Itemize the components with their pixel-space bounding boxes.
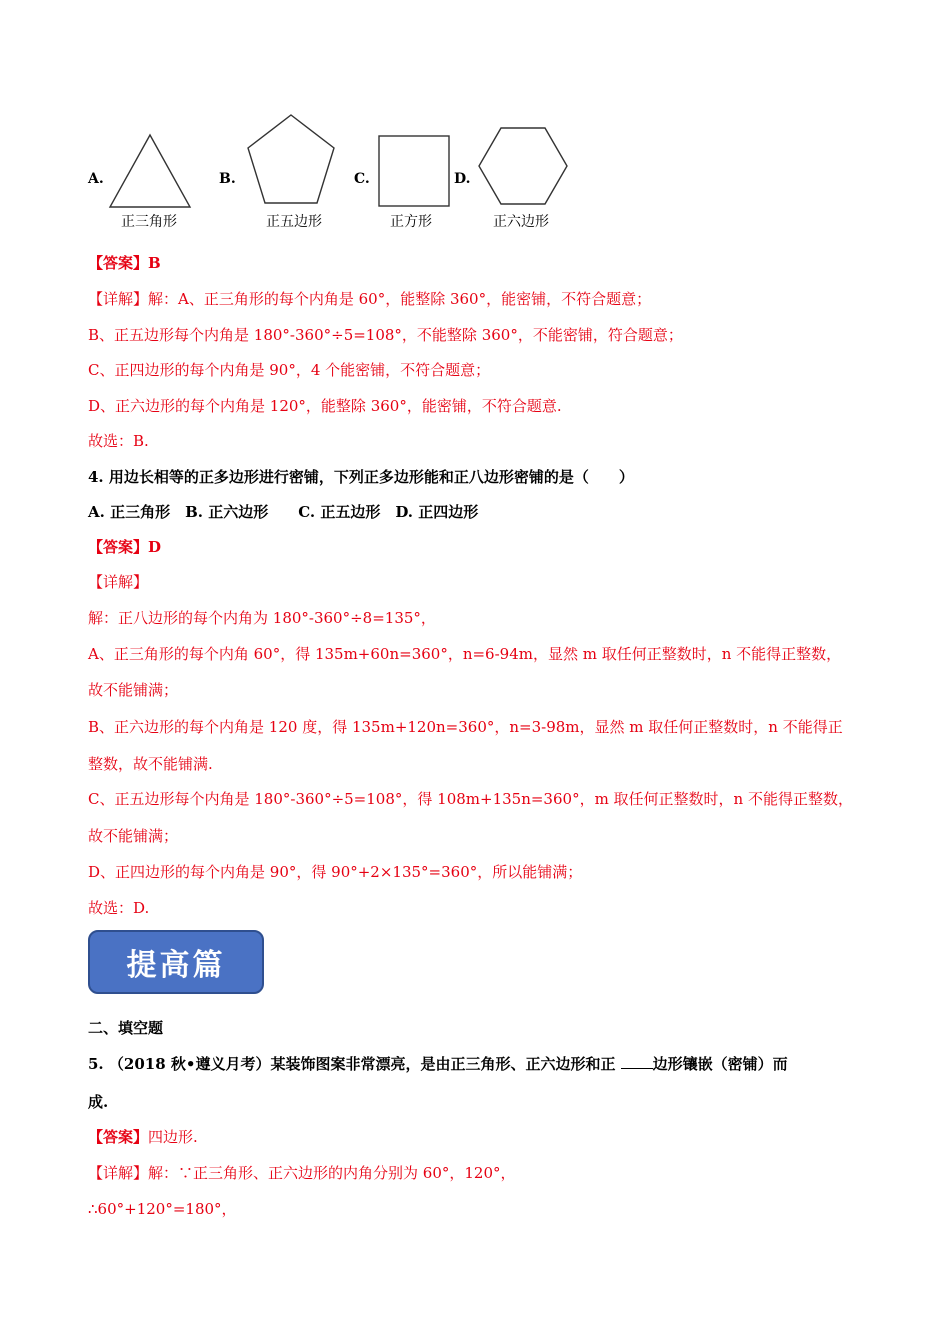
section-heading: 二、填空题 [88,1019,164,1037]
q5-question-tail: 边形镶嵌（密铺）而 [652,1055,788,1073]
detail-text: 解：A、正三角形的每个内角是 60°，能整除 360°，能密铺，不符合题意； [148,290,652,308]
q3-detail-line [88,289,651,309]
q5-line: ∴60°+120°=180°， [88,1200,237,1218]
q5-detail-line [88,1163,516,1183]
q4-line: 解：正八边形的每个内角为 180°-360°÷8=135°， [88,609,436,627]
q4-question: 4. 用边长相等的正多边形进行密铺，下列正多边形能和正八边形密铺的是（ ） [88,468,634,486]
q4-line: B、正六边形的每个内角是 120 度，得 135m+120n=360°，n=3-98m，显然 m 取任何正整数时，n 不能得正 [88,718,843,736]
q5-question-text: 5. （2018 秋•遵义月考）某装饰图案非常漂亮，是由正三角形、正六边形和正 [88,1055,621,1073]
square-icon [377,134,451,208]
option-letter-d: D. [454,171,471,187]
answer-value: 四边形. [148,1128,198,1146]
detail-text: 解：∵正三角形、正六边形的内角分别为 60°，120°， [148,1164,516,1182]
q4-line: 整数，故不能铺满. [88,755,213,773]
hexagon-icon [476,124,570,208]
q5-question-cont: 成. [88,1093,109,1111]
q4-line: D、正四边形的每个内角是 90°，得 90°+2×135°=360°，所以能铺满； [88,863,583,881]
q4-answer [88,537,161,557]
q3-conclusion: 故选：B. [88,432,149,450]
caption-hexagon: 正六边形 [493,214,549,230]
q5-question [88,1054,788,1074]
q3-line-c: C、正四边形的每个内角是 90°，4 个能密铺，不符合题意； [88,361,491,379]
answer-blank [621,1054,653,1069]
answer-tag: 【答案】 [88,254,149,272]
q3-line-b: B、正五边形每个内角是 180°-360°÷5=108°，不能整除 360°，不能密铺，符合题意； [88,326,683,344]
q4-detail-tag: 【详解】 [88,573,149,591]
q4-line: 故不能铺满； [88,827,179,845]
answer-tag: 【答案】 [88,538,149,556]
banner-label: 提高篇 [126,948,226,983]
option-letter-a: A. [88,171,104,187]
q4-line: C、正五边形每个内角是 180°-360°÷5=108°，得 108m+135n=360°，m 取任何正整数时，n 不能得正整数， [88,790,853,808]
option-letter-c: C. [354,171,370,187]
q3-line-d: D、正六边形的每个内角是 120°，能整除 360°，能密铺，不符合题意. [88,397,562,415]
detail-tag: 【详解】 [88,1164,149,1182]
caption-pentagon: 正五边形 [266,214,322,230]
q4-line: A、正三角形的每个内角 60°，得 135m+60n=360°，n=6-94m，显然 m 取任何正整数时，n 不能得正整数， [88,645,842,663]
option-letter-b: B. [219,171,236,187]
q4-conclusion: 故选：D. [88,899,150,917]
triangle-icon [108,132,192,210]
answer-tag: 【答案】 [88,1128,149,1146]
q4-options: A. 正三角形 B. 正六边形 C. 正五边形 D. 正四边形 [88,503,479,521]
answer-value: B [148,254,161,272]
q3-answer [88,253,161,273]
q5-answer [88,1127,198,1147]
answer-value: D [148,538,162,556]
caption-square: 正方形 [390,214,432,230]
pentagon-icon [244,112,338,208]
q4-line: 故不能铺满； [88,681,179,699]
section-banner [88,930,264,994]
caption-triangle: 正三角形 [121,214,177,230]
detail-tag: 【详解】 [88,290,149,308]
